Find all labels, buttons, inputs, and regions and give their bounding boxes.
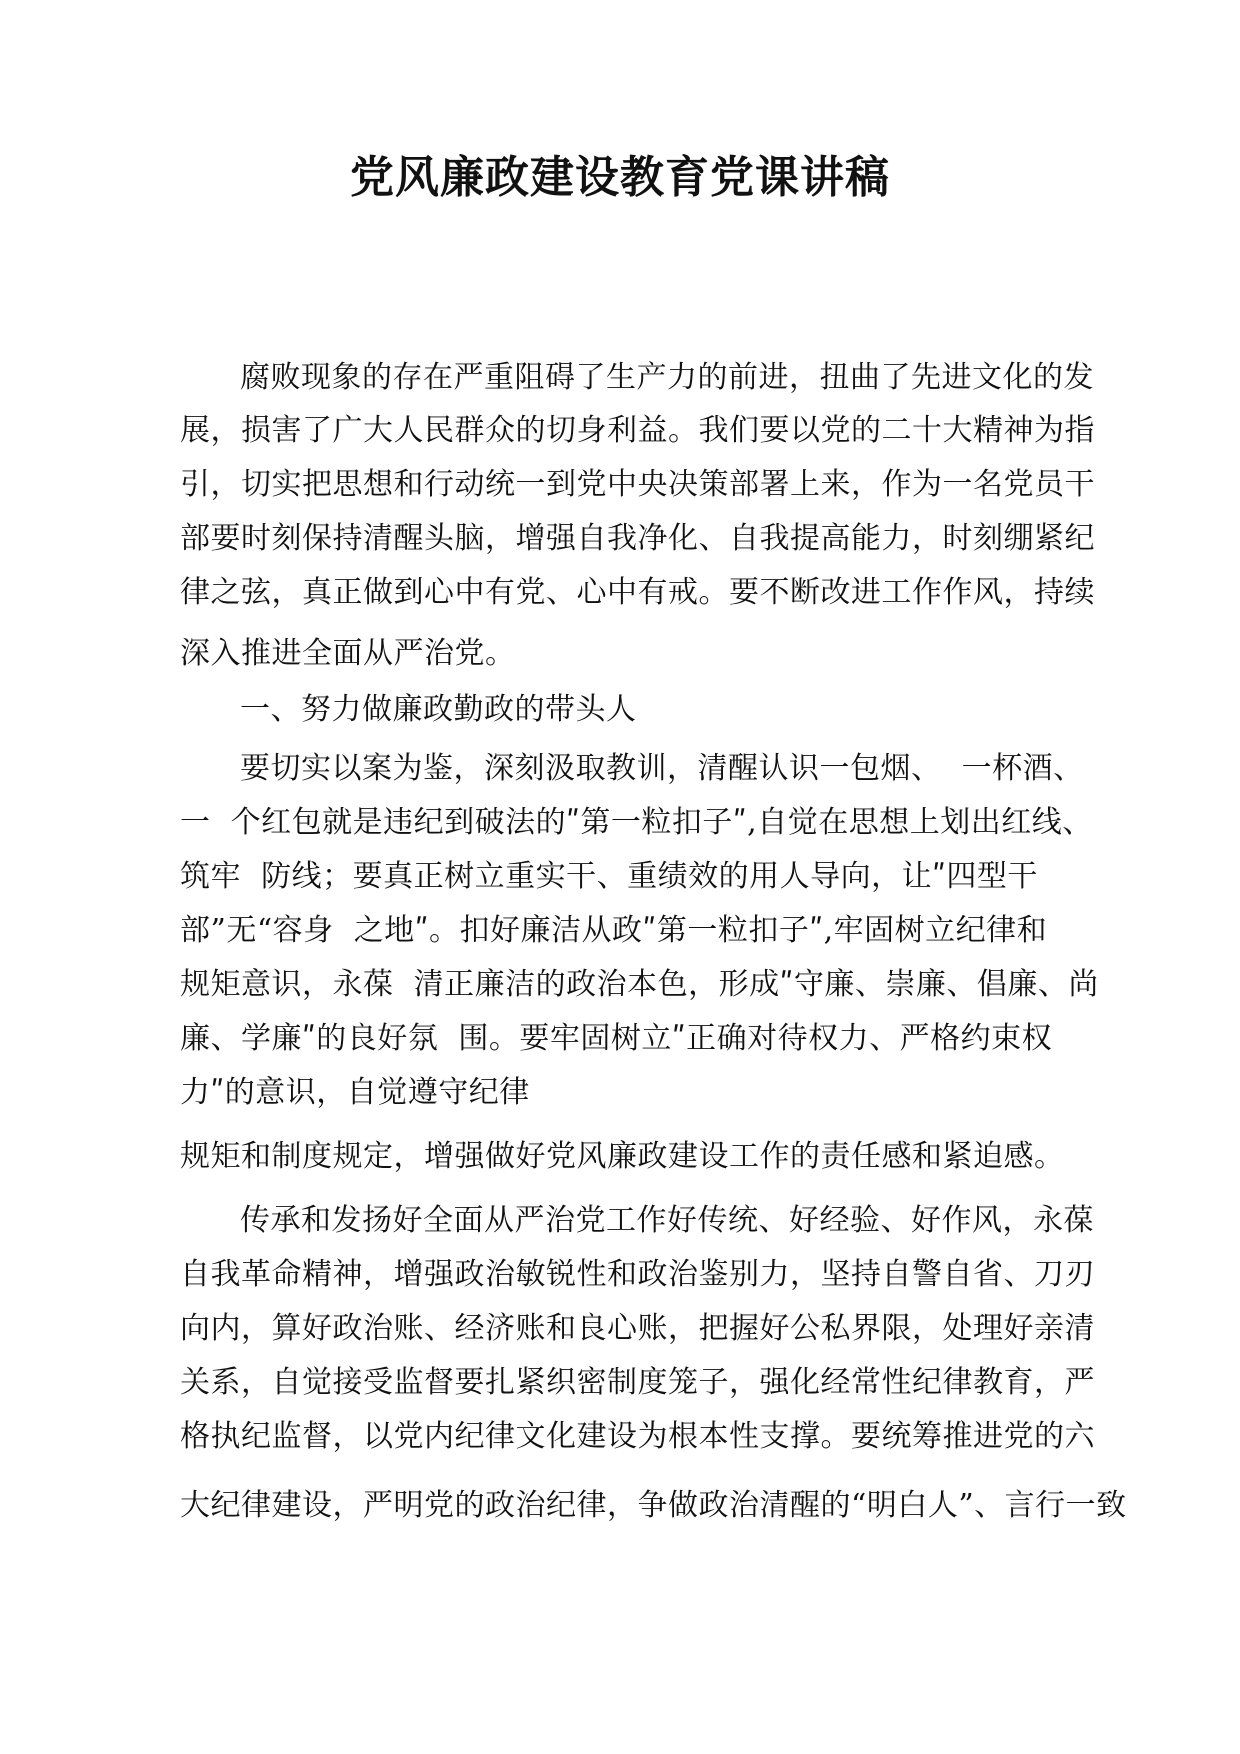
paragraph-line: 深入推进全面从严治党。 (180, 636, 516, 671)
paragraph-line: 展，损害了广大人民群众的切身利益。我们要以党的二十大精神为指 (180, 413, 1095, 448)
paragraph-line: 规矩和制度规定，增强做好党风廉政建设工作的责任感和紧迫感。 (180, 1139, 1065, 1174)
paragraph-line: 传承和发扬好全面从严治党工作好传统、好经验、好作风，永葆 (240, 1203, 1094, 1238)
paragraph-line: 向内，算好政治账、经济账和良心账，把握好公私界限，处理好亲清 (180, 1311, 1095, 1346)
paragraph-line: 律之弦，真正做到心中有党、心中有戒。要不断改进工作作风，持续 (180, 575, 1095, 610)
paragraph-line: 一 个红包就是违纪到破法的ʺ第一粒扣子ʺ,自觉在思想上划出红线、 (180, 805, 1093, 840)
paragraph-line: 引，切实把思想和行动统一到党中央决策部署上来，作为一名党员干 (180, 467, 1095, 502)
paragraph-line: 规矩意识，永葆 清正廉洁的政治本色，形成ʺ守廉、崇廉、倡廉、尚 (180, 967, 1099, 1002)
paragraph-line: 关系，自觉接受监督要扎紧织密制度笼子，强化经常性纪律教育，严 (180, 1365, 1095, 1400)
paragraph-line: 格执纪监督，以党内纪律文化建设为根本性支撑。要统筹推进党的六 (180, 1419, 1095, 1454)
section-heading: 一、努力做廉政勤政的带头人 (240, 692, 637, 727)
paragraph-line: 大纪律建设，严明党的政治纪律，争做政治清醒的“明白人”、言行一致 (180, 1488, 1127, 1523)
paragraph-line: 部”无“容身 之地ʺ。扣好廉洁从政ʺ第一粒扣子ʺ,牢固树立纪律和 (180, 913, 1048, 948)
paragraph-line: 要切实以案为鉴，深刻汲取教训，清醒认识一包烟、 一杯酒、 (240, 751, 1084, 786)
paragraph-line: 自我革命精神，增强政治敏锐性和政治鉴别力，坚持自警自省、刀刃 (180, 1257, 1095, 1292)
paragraph-line: 廉、学廉ʺ的良好氛 围。要牢固树立ʺ正确对待权力、严格约束权 (180, 1021, 1053, 1056)
paragraph-line: 力ʺ的意识，自觉遵守纪律 (180, 1075, 530, 1110)
document-title: 党风廉政建设教育党课讲稿 (350, 152, 890, 203)
paragraph-line: 腐败现象的存在严重阻碍了生产力的前进，扭曲了先进文化的发 (240, 360, 1094, 395)
paragraph-line: 部要时刻保持清醒头脑，增强自我净化、自我提高能力，时刻绷紧纪 (180, 521, 1095, 556)
paragraph-line: 筑牢 防线；要真正树立重实干、重绩效的用人导向，让ʺ四型干 (180, 859, 1038, 894)
